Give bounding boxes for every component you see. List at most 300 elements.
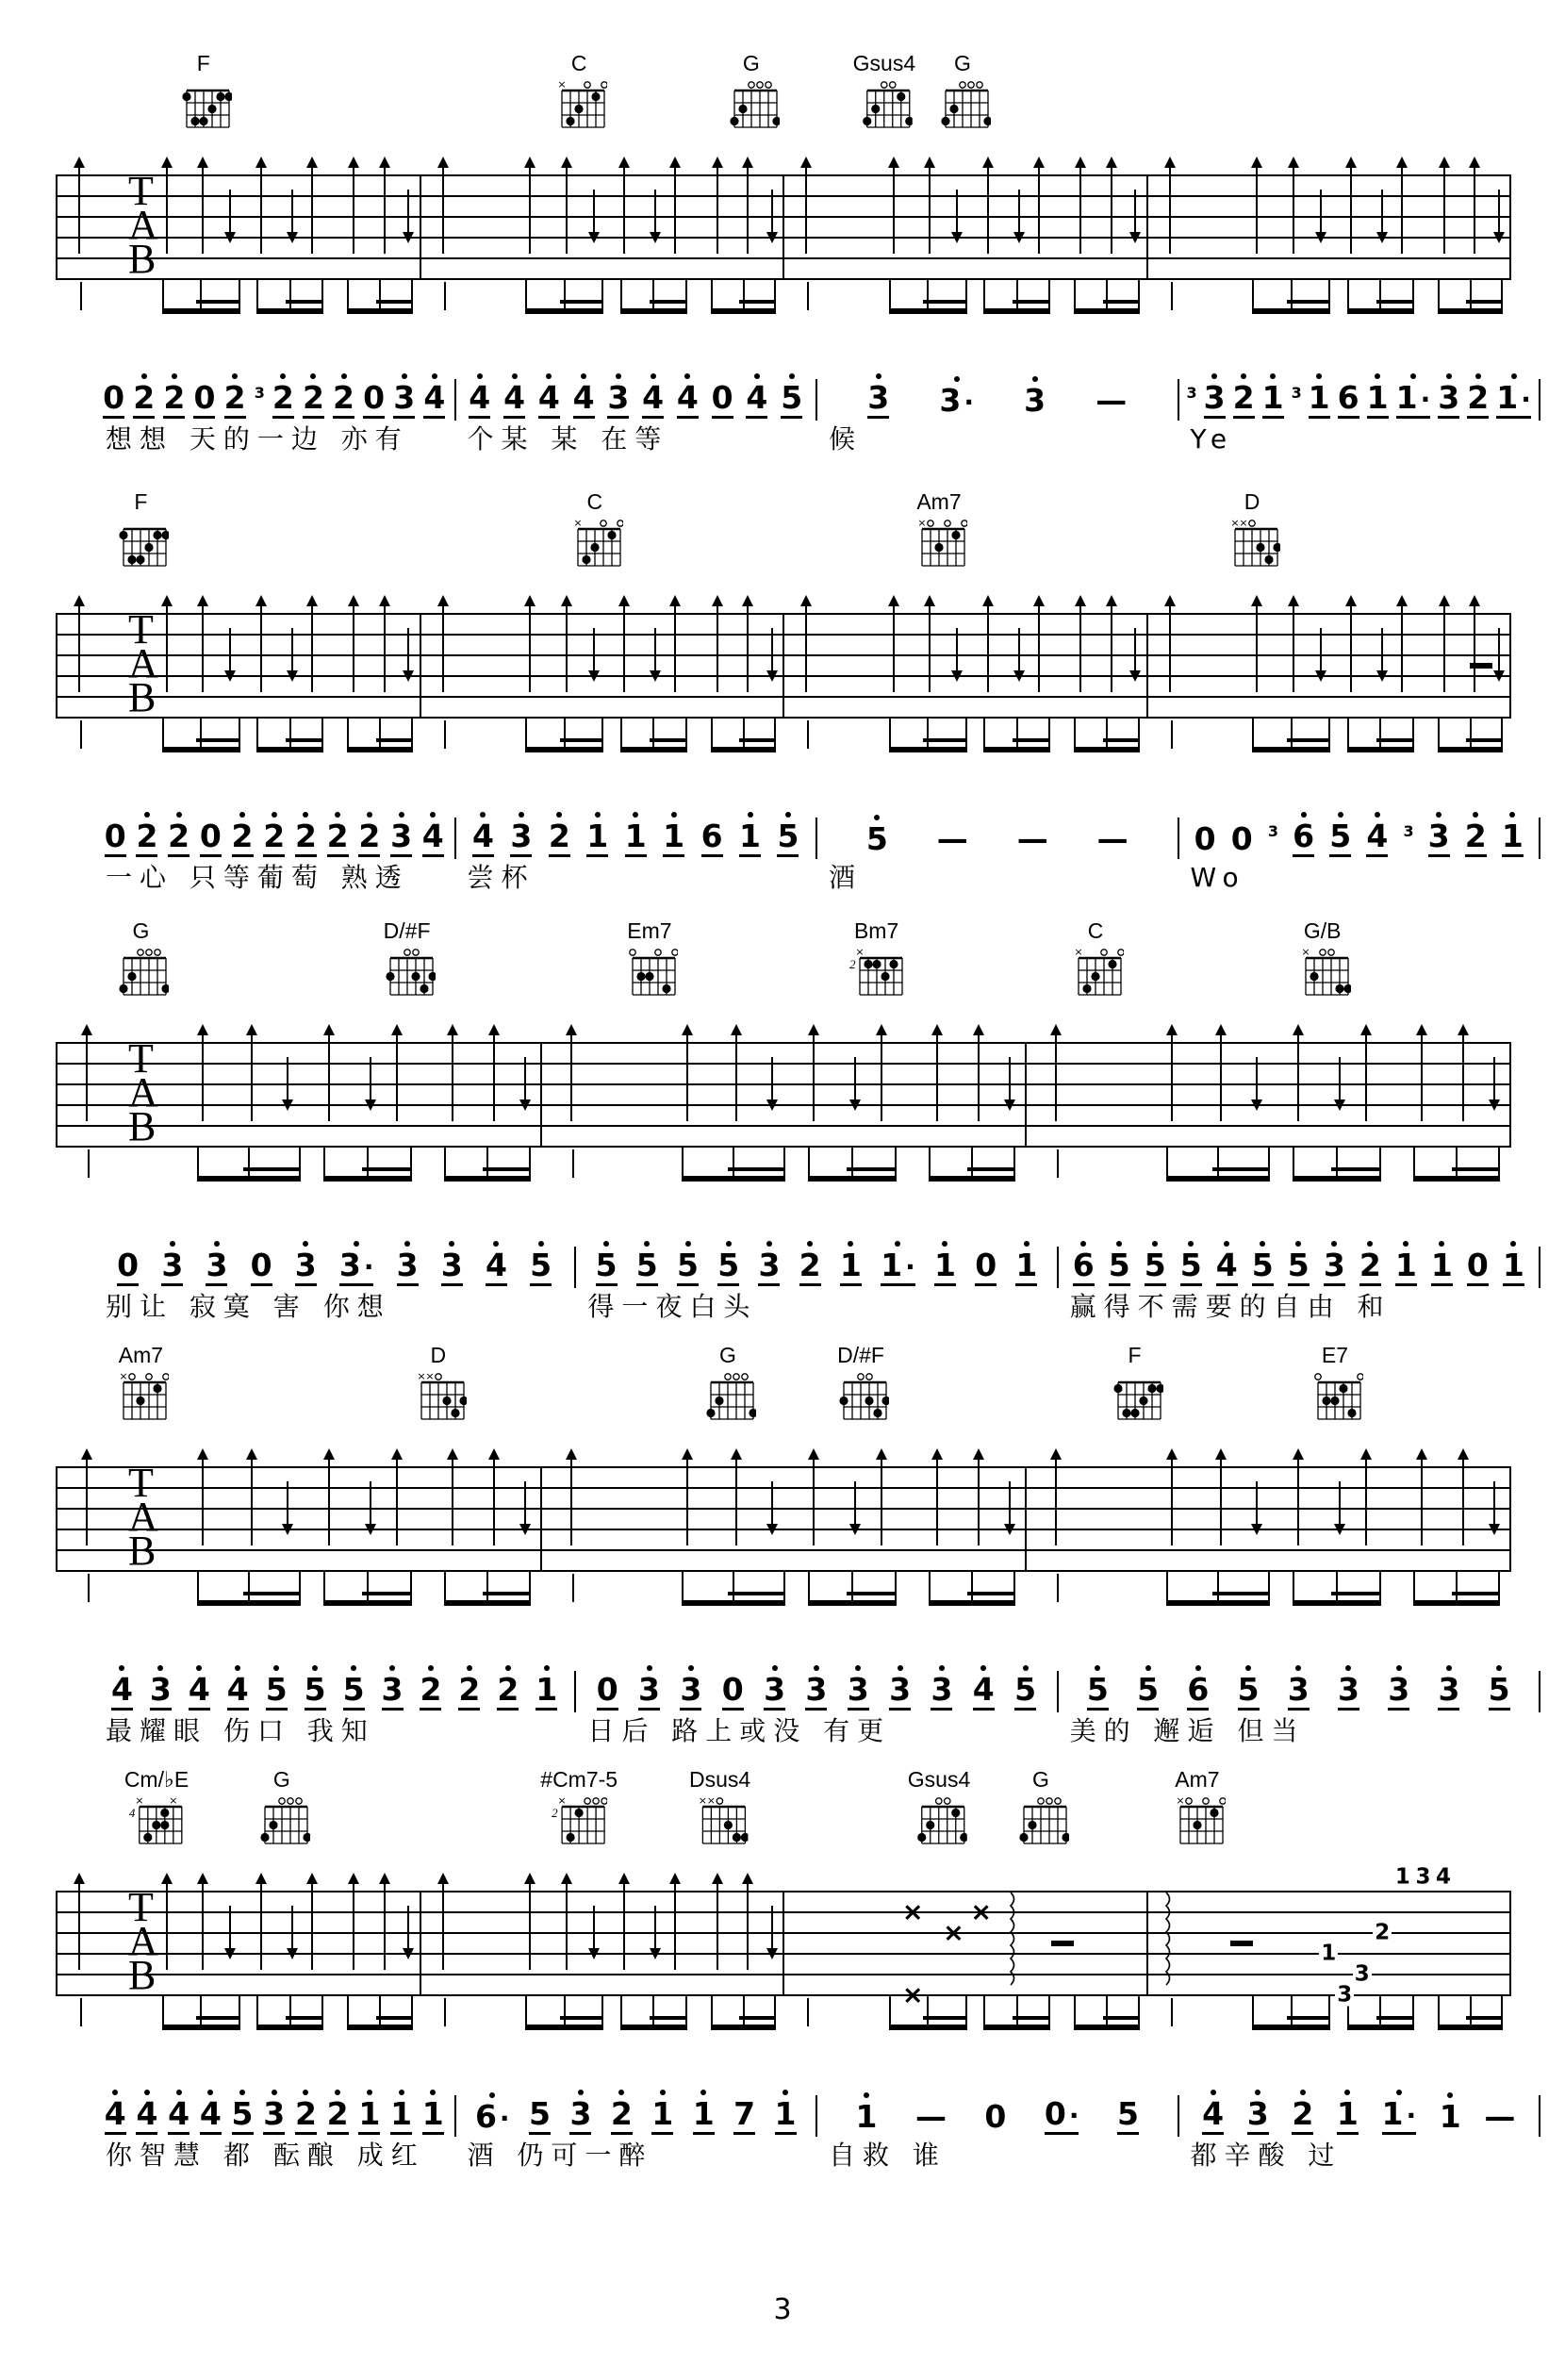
strum-up-icon	[1079, 159, 1081, 254]
rhythm-stem	[529, 1148, 531, 1182]
rhythm-beam	[847, 1592, 895, 1595]
rhythm-stem	[1106, 719, 1108, 752]
strum-up-icon	[735, 1027, 737, 1121]
strum-up-icon	[1443, 598, 1445, 692]
rhythm-stem	[965, 1996, 967, 2030]
strum-up-icon	[452, 1027, 453, 1121]
barline	[420, 1891, 421, 1996]
rhythm-stem	[783, 1572, 785, 1606]
svg-text:×: ×	[425, 1370, 435, 1383]
rhythm-stem	[652, 280, 654, 314]
lyric-text: 自救 谁	[829, 2140, 947, 2171]
rhythm-stem	[682, 1148, 684, 1182]
lyric-text: 得一夜白头	[587, 1291, 758, 1322]
rhythm-stem	[1293, 1148, 1294, 1182]
rhythm-stem	[379, 719, 381, 752]
jianpu-note	[117, 1241, 139, 1286]
strum-up-icon	[529, 598, 531, 692]
strum-up-icon	[202, 1451, 204, 1545]
rhythm-stem	[895, 1148, 897, 1182]
note-number: 4	[538, 382, 560, 419]
chord-name: G	[1031, 1767, 1049, 1792]
jianpu-note	[382, 1665, 404, 1711]
jianpu-note	[1329, 812, 1351, 857]
chord-grid	[128, 1793, 185, 1846]
strum-up-icon	[735, 1451, 737, 1545]
fret-number: 3	[1337, 1982, 1353, 2008]
jianpu-note	[163, 373, 185, 419]
chord-grid	[112, 516, 169, 569]
fret-number: 3	[1415, 1864, 1431, 1890]
strum-down-icon	[229, 628, 231, 679]
jianpu-note	[1337, 2090, 1359, 2135]
jianpu-notes	[1179, 2084, 1540, 2135]
svg-text:×: ×	[417, 1370, 426, 1383]
lyric-text: 日后 路上或没 有更	[587, 1715, 892, 1746]
chord-diagram	[1307, 1344, 1363, 1422]
lyric-text: 你智慧 都 酝酿 成红	[106, 2140, 425, 2171]
note-number: 0	[984, 2098, 1007, 2135]
rhythm-stem	[1166, 1148, 1168, 1182]
rhythm-stem	[1498, 1148, 1500, 1182]
jianpu-note	[722, 1665, 744, 1711]
jianpu-notes	[1059, 1660, 1539, 1711]
note-number: 4	[423, 382, 445, 419]
rhythm-beam	[1452, 1167, 1498, 1171]
note-number: 2	[133, 382, 155, 419]
mute-x-icon: ×	[901, 1980, 924, 2010]
note-number: 5	[596, 1249, 618, 1286]
rhythm-beam	[362, 1167, 410, 1171]
strum-up-icon	[1401, 598, 1403, 692]
jianpu-note	[469, 373, 490, 419]
strum-up-icon	[1421, 1027, 1423, 1121]
system-3	[0, 919, 1565, 1353]
note-number: 1	[1015, 1249, 1037, 1286]
jianpu-note	[397, 1241, 419, 1286]
rhythm-beam	[1466, 738, 1501, 742]
chord-grid	[621, 945, 678, 998]
jianpu-line	[94, 1660, 1540, 1747]
strum-up-icon	[1350, 159, 1352, 254]
rhythm-stem	[379, 280, 381, 314]
rhythm-beam	[739, 2016, 774, 2020]
strum-up-icon	[674, 1876, 676, 1970]
rhythm-stem	[1379, 1572, 1381, 1606]
jianpu-note	[937, 815, 968, 857]
rhythm-stem	[851, 1572, 853, 1606]
strum-up-icon	[1111, 598, 1112, 692]
rhythm-stem	[1138, 280, 1140, 314]
chord-diagram	[175, 52, 232, 130]
note-number: 0	[251, 1249, 272, 1286]
jianpu-note	[1231, 815, 1253, 857]
rhythm-stem	[1217, 1148, 1219, 1182]
lyric-text: 酒 仍可一醉	[467, 2140, 653, 2171]
chord-name: Cm/♭E	[124, 1767, 189, 1792]
strum-down-icon	[593, 190, 595, 240]
note-number: 1	[1503, 1249, 1524, 1286]
note-number: 0	[712, 382, 733, 419]
strum-up-icon	[566, 1876, 568, 1970]
strum-up-icon	[442, 598, 444, 692]
jianpu-note	[651, 2090, 673, 2135]
strum-up-icon	[747, 159, 749, 254]
jianpu-note	[423, 373, 445, 419]
jianpu-note	[1024, 376, 1046, 419]
chord-diagram	[1107, 1344, 1163, 1422]
strum-up-icon	[493, 1451, 495, 1545]
strum-up-icon	[1365, 1451, 1367, 1545]
svg-text:×: ×	[573, 517, 583, 530]
strum-down-icon	[370, 1481, 371, 1532]
note-number: 6	[701, 820, 723, 857]
jianpu-notes	[1059, 1235, 1539, 1286]
rhythm-stem	[444, 1572, 446, 1606]
rhythm-beam	[560, 300, 602, 304]
jianpu-note	[764, 1665, 785, 1711]
jianpu-note	[680, 1665, 701, 1711]
svg-text:×: ×	[1230, 517, 1240, 530]
rhythm-stem	[1106, 280, 1108, 314]
rhythm-stem	[601, 1996, 603, 2030]
strum-down-icon	[407, 628, 409, 679]
jianpu-barline	[1539, 818, 1540, 859]
jianpu-note	[136, 812, 157, 857]
rhythm-stem	[1501, 719, 1503, 752]
rhythm-stem	[682, 1572, 684, 1606]
chord-name: E7	[1321, 1343, 1349, 1367]
rhythm-beam	[1466, 2016, 1501, 2020]
strum-up-icon	[686, 1451, 688, 1545]
rhythm-stem	[444, 720, 446, 749]
strum-up-icon	[452, 1451, 453, 1545]
strum-up-icon	[936, 1451, 938, 1545]
jianpu-note	[931, 1665, 952, 1711]
strum-up-icon	[260, 159, 262, 254]
chord-grid	[112, 945, 169, 998]
note-number: 1	[1262, 382, 1284, 419]
jianpu-note	[1117, 2090, 1139, 2135]
rhythm-stem	[411, 1996, 413, 2030]
note-number: 3	[263, 2098, 285, 2135]
note-number: 3	[441, 1249, 463, 1286]
jianpu-note	[1366, 812, 1388, 857]
strum-up-icon	[1293, 598, 1294, 692]
strum-up-icon	[978, 1027, 980, 1121]
note-number: 1	[1309, 382, 1330, 419]
rhythm-beam	[1376, 300, 1412, 304]
strum-up-icon	[311, 159, 313, 254]
jianpu-note	[472, 812, 494, 857]
strum-down-icon	[370, 1057, 371, 1108]
rhythm-stem	[486, 1148, 488, 1182]
note-number: 7	[733, 2098, 755, 2135]
jianpu-note	[103, 373, 124, 419]
rhythm-beam	[967, 1167, 1013, 1171]
rhythm-stem	[685, 1996, 687, 2030]
note-number: 6	[1293, 820, 1314, 857]
rhythm-stem	[444, 1148, 446, 1182]
jianpu-note	[712, 373, 733, 419]
rhythm-stem	[321, 719, 323, 752]
rhythm-stem	[1291, 1996, 1293, 2030]
jianpu-note	[677, 1241, 699, 1286]
strum-up-icon	[566, 159, 568, 254]
rhythm-stem	[1166, 1572, 1168, 1606]
note-number: 4	[1366, 820, 1388, 857]
rhythm-stem	[685, 280, 687, 314]
rhythm-beam	[847, 1167, 895, 1171]
rhythm-stem	[1291, 280, 1293, 314]
jianpu-measure	[456, 2084, 816, 2172]
strum-up-icon	[202, 598, 204, 692]
barline	[420, 174, 421, 280]
chord-name: G/B	[1303, 918, 1342, 943]
note-number: 1	[855, 2098, 878, 2135]
rhythm-stem	[1379, 719, 1381, 752]
jianpu-note	[701, 812, 723, 857]
rhythm-stem	[889, 280, 891, 314]
rhythm-beam	[560, 2016, 602, 2020]
barline	[56, 1466, 58, 1572]
rhythm-stem	[1074, 280, 1076, 314]
jianpu-note	[1440, 2092, 1461, 2135]
rhythm-beam	[1212, 1592, 1268, 1595]
jianpu-note	[638, 1665, 660, 1711]
jianpu-note	[973, 1665, 995, 1711]
strum-up-icon	[1171, 1451, 1173, 1545]
triplet-mark: 3	[1291, 384, 1302, 402]
chord-grid	[832, 1369, 889, 1422]
tab-letter-B: B	[128, 1952, 156, 1998]
chord-diagram	[832, 1344, 889, 1422]
rhythm-stem	[321, 1996, 323, 2030]
note-number: 2	[168, 820, 189, 857]
note-number: 4	[973, 1674, 995, 1711]
jianpu-note	[1395, 1241, 1417, 1286]
jianpu-note	[193, 373, 215, 419]
rhythm-beam	[1331, 1167, 1379, 1171]
chord-diagram	[1224, 490, 1280, 569]
rhythm-stem	[410, 1148, 412, 1182]
rhythm-stem	[323, 1572, 325, 1606]
system-5	[0, 1768, 1565, 2202]
jianpu-note	[1233, 373, 1255, 419]
tab-letter-A: A	[128, 640, 158, 686]
strum-down-icon	[1339, 1481, 1341, 1532]
barline	[420, 613, 421, 719]
jianpu-note	[358, 2090, 380, 2135]
strum-down-icon	[1381, 628, 1383, 679]
note-number: 5	[677, 1249, 699, 1286]
system-2	[0, 490, 1565, 924]
chord-grid	[692, 1793, 749, 1846]
strum-up-icon	[1220, 1451, 1222, 1545]
strum-down-icon	[1339, 1057, 1341, 1108]
strum-up-icon	[202, 1876, 204, 1970]
note-number: 2	[333, 382, 354, 419]
jianpu-measure	[576, 1235, 1056, 1323]
tab-letter-A: A	[128, 202, 158, 248]
jianpu-measure	[576, 1660, 1056, 1747]
note-number: 1	[390, 2098, 412, 2135]
note-number: 1	[1337, 2098, 1359, 2135]
rhythm-stem	[564, 280, 566, 314]
lyric-text: 别让 寂寞 害 你想	[106, 1291, 391, 1322]
jianpu-note	[343, 1665, 365, 1711]
strum-down-icon	[956, 190, 958, 240]
note-number: 3	[848, 1674, 869, 1711]
note-number: 4	[1216, 1249, 1238, 1286]
jianpu-note	[746, 373, 767, 419]
rhythm-stem	[197, 1572, 199, 1606]
note-number: 4	[227, 1674, 249, 1711]
held-note-dash	[1051, 1941, 1074, 1946]
jianpu-barline	[1539, 1671, 1540, 1712]
chord-diagram	[1013, 1768, 1069, 1846]
note-number: 3	[867, 382, 889, 419]
jianpu-note	[422, 2090, 444, 2135]
chord-diagram	[723, 52, 780, 130]
strum-down-icon	[654, 190, 656, 240]
jianpu-note	[1216, 1241, 1238, 1286]
jianpu-note	[855, 2092, 877, 2135]
chord-grid	[1067, 945, 1124, 998]
note-number: 2	[224, 382, 246, 419]
chord-name: Am7	[1175, 1767, 1220, 1792]
strum-up-icon	[717, 1876, 718, 1970]
rhythm-stem	[1171, 282, 1173, 310]
rhythm-stem	[289, 719, 291, 752]
jianpu-note	[263, 812, 285, 857]
fret-number: 2	[1375, 1920, 1391, 1945]
strum-up-icon	[686, 1027, 688, 1121]
lyric-text: 酒	[829, 862, 864, 893]
jianpu-note	[1145, 1241, 1166, 1286]
jianpu-note	[799, 1241, 821, 1286]
note-number: 5	[777, 820, 799, 857]
chord-diagram	[621, 919, 678, 998]
note-number: 0	[1194, 820, 1216, 857]
strum-up-icon	[251, 1451, 253, 1545]
jianpu-note	[200, 812, 222, 857]
jianpu-notes	[94, 2084, 454, 2135]
jianpu-note	[889, 1665, 911, 1711]
strum-down-icon	[1018, 190, 1020, 240]
jianpu-note	[1484, 2092, 1515, 2135]
jianpu-note	[422, 812, 444, 857]
rhythm-stem	[525, 719, 527, 752]
note-number: 0	[1467, 1249, 1489, 1286]
jianpu-note	[1288, 1241, 1310, 1286]
note-number: 4	[677, 382, 699, 419]
strum-up-icon	[1169, 159, 1171, 254]
rhythm-stem	[711, 1996, 713, 2030]
note-number: 1 ·	[881, 1249, 915, 1286]
note-number: 4	[746, 382, 767, 419]
chord-name: G	[953, 51, 971, 75]
rhythm-stem	[620, 1996, 622, 2030]
strum-up-icon	[1220, 1027, 1222, 1121]
strum-up-icon	[251, 1027, 253, 1121]
jianpu-note	[1465, 812, 1487, 857]
augmentation-dot: ·	[905, 1251, 915, 1282]
tab-letter-T: T	[128, 606, 154, 653]
barline	[1146, 174, 1148, 280]
jianpu-note	[266, 1665, 288, 1711]
rhythm-beam	[286, 2016, 321, 2020]
strum-up-icon	[893, 598, 895, 692]
jianpu-note	[1096, 376, 1127, 419]
chord-name: F	[196, 51, 210, 75]
rhythm-beam	[1376, 2016, 1412, 2020]
rhythm-beam	[1013, 738, 1048, 742]
rhythm-stem	[1379, 1996, 1381, 2030]
strum-down-icon	[229, 1906, 231, 1957]
lyric-text: 候	[829, 423, 864, 455]
lyric-text: Wo	[1190, 862, 1246, 893]
jianpu-note	[206, 1241, 227, 1286]
barline	[1509, 174, 1511, 280]
rhythm-stem	[1171, 1998, 1173, 2026]
rhythm-stem	[1013, 1572, 1015, 1606]
augmentation-dot: ·	[964, 387, 974, 418]
jianpu-note	[168, 812, 189, 857]
strum-down-icon	[771, 190, 773, 240]
tab-letter-B: B	[128, 1528, 156, 1574]
rhythm-stem	[807, 282, 809, 310]
rhythm-stem	[1074, 1996, 1076, 2030]
rhythm-stem	[1456, 1572, 1458, 1606]
jianpu-notes	[817, 368, 1178, 419]
rhythm-stem	[256, 280, 258, 314]
rhythm-stem	[1501, 280, 1503, 314]
rhythm-stem	[1171, 720, 1173, 749]
page-number: 3	[773, 2293, 792, 2326]
arpeggio-squiggle-icon	[1161, 1891, 1173, 1996]
jianpu-measure	[1179, 2084, 1540, 2172]
jianpu-note	[1187, 1665, 1209, 1711]
arpeggio-squiggle	[1006, 1889, 1017, 1996]
strum-up-icon	[881, 1027, 882, 1121]
strum-up-icon	[936, 1027, 938, 1121]
strum-up-icon	[1256, 159, 1258, 254]
note-number: 4	[469, 382, 490, 419]
jianpu-note	[733, 2090, 755, 2135]
tab-letter-T: T	[128, 168, 154, 214]
svg-text:×: ×	[1074, 946, 1083, 959]
strum-down-icon	[1256, 1057, 1258, 1108]
strum-up-icon	[929, 598, 931, 692]
jianpu-note	[189, 1665, 210, 1711]
rhythm-stem	[1412, 719, 1414, 752]
svg-text:×: ×	[169, 1794, 178, 1808]
rhythm-beam	[1452, 1592, 1498, 1595]
jianpu-note	[1428, 812, 1450, 857]
augmentation-dot: ·	[1521, 384, 1531, 415]
note-number: 3	[1338, 1674, 1359, 1711]
rhythm-stem	[200, 1996, 202, 2030]
strum-up-icon	[1401, 159, 1403, 254]
jianpu-note	[1015, 1241, 1037, 1286]
strum-down-icon	[1018, 628, 1020, 679]
chord-name: #Cm7-5	[540, 1767, 618, 1792]
rhythm-stem	[256, 1996, 258, 2030]
strum-up-icon	[566, 598, 568, 692]
strum-down-icon	[287, 1481, 288, 1532]
rhythm-stem	[411, 719, 413, 752]
